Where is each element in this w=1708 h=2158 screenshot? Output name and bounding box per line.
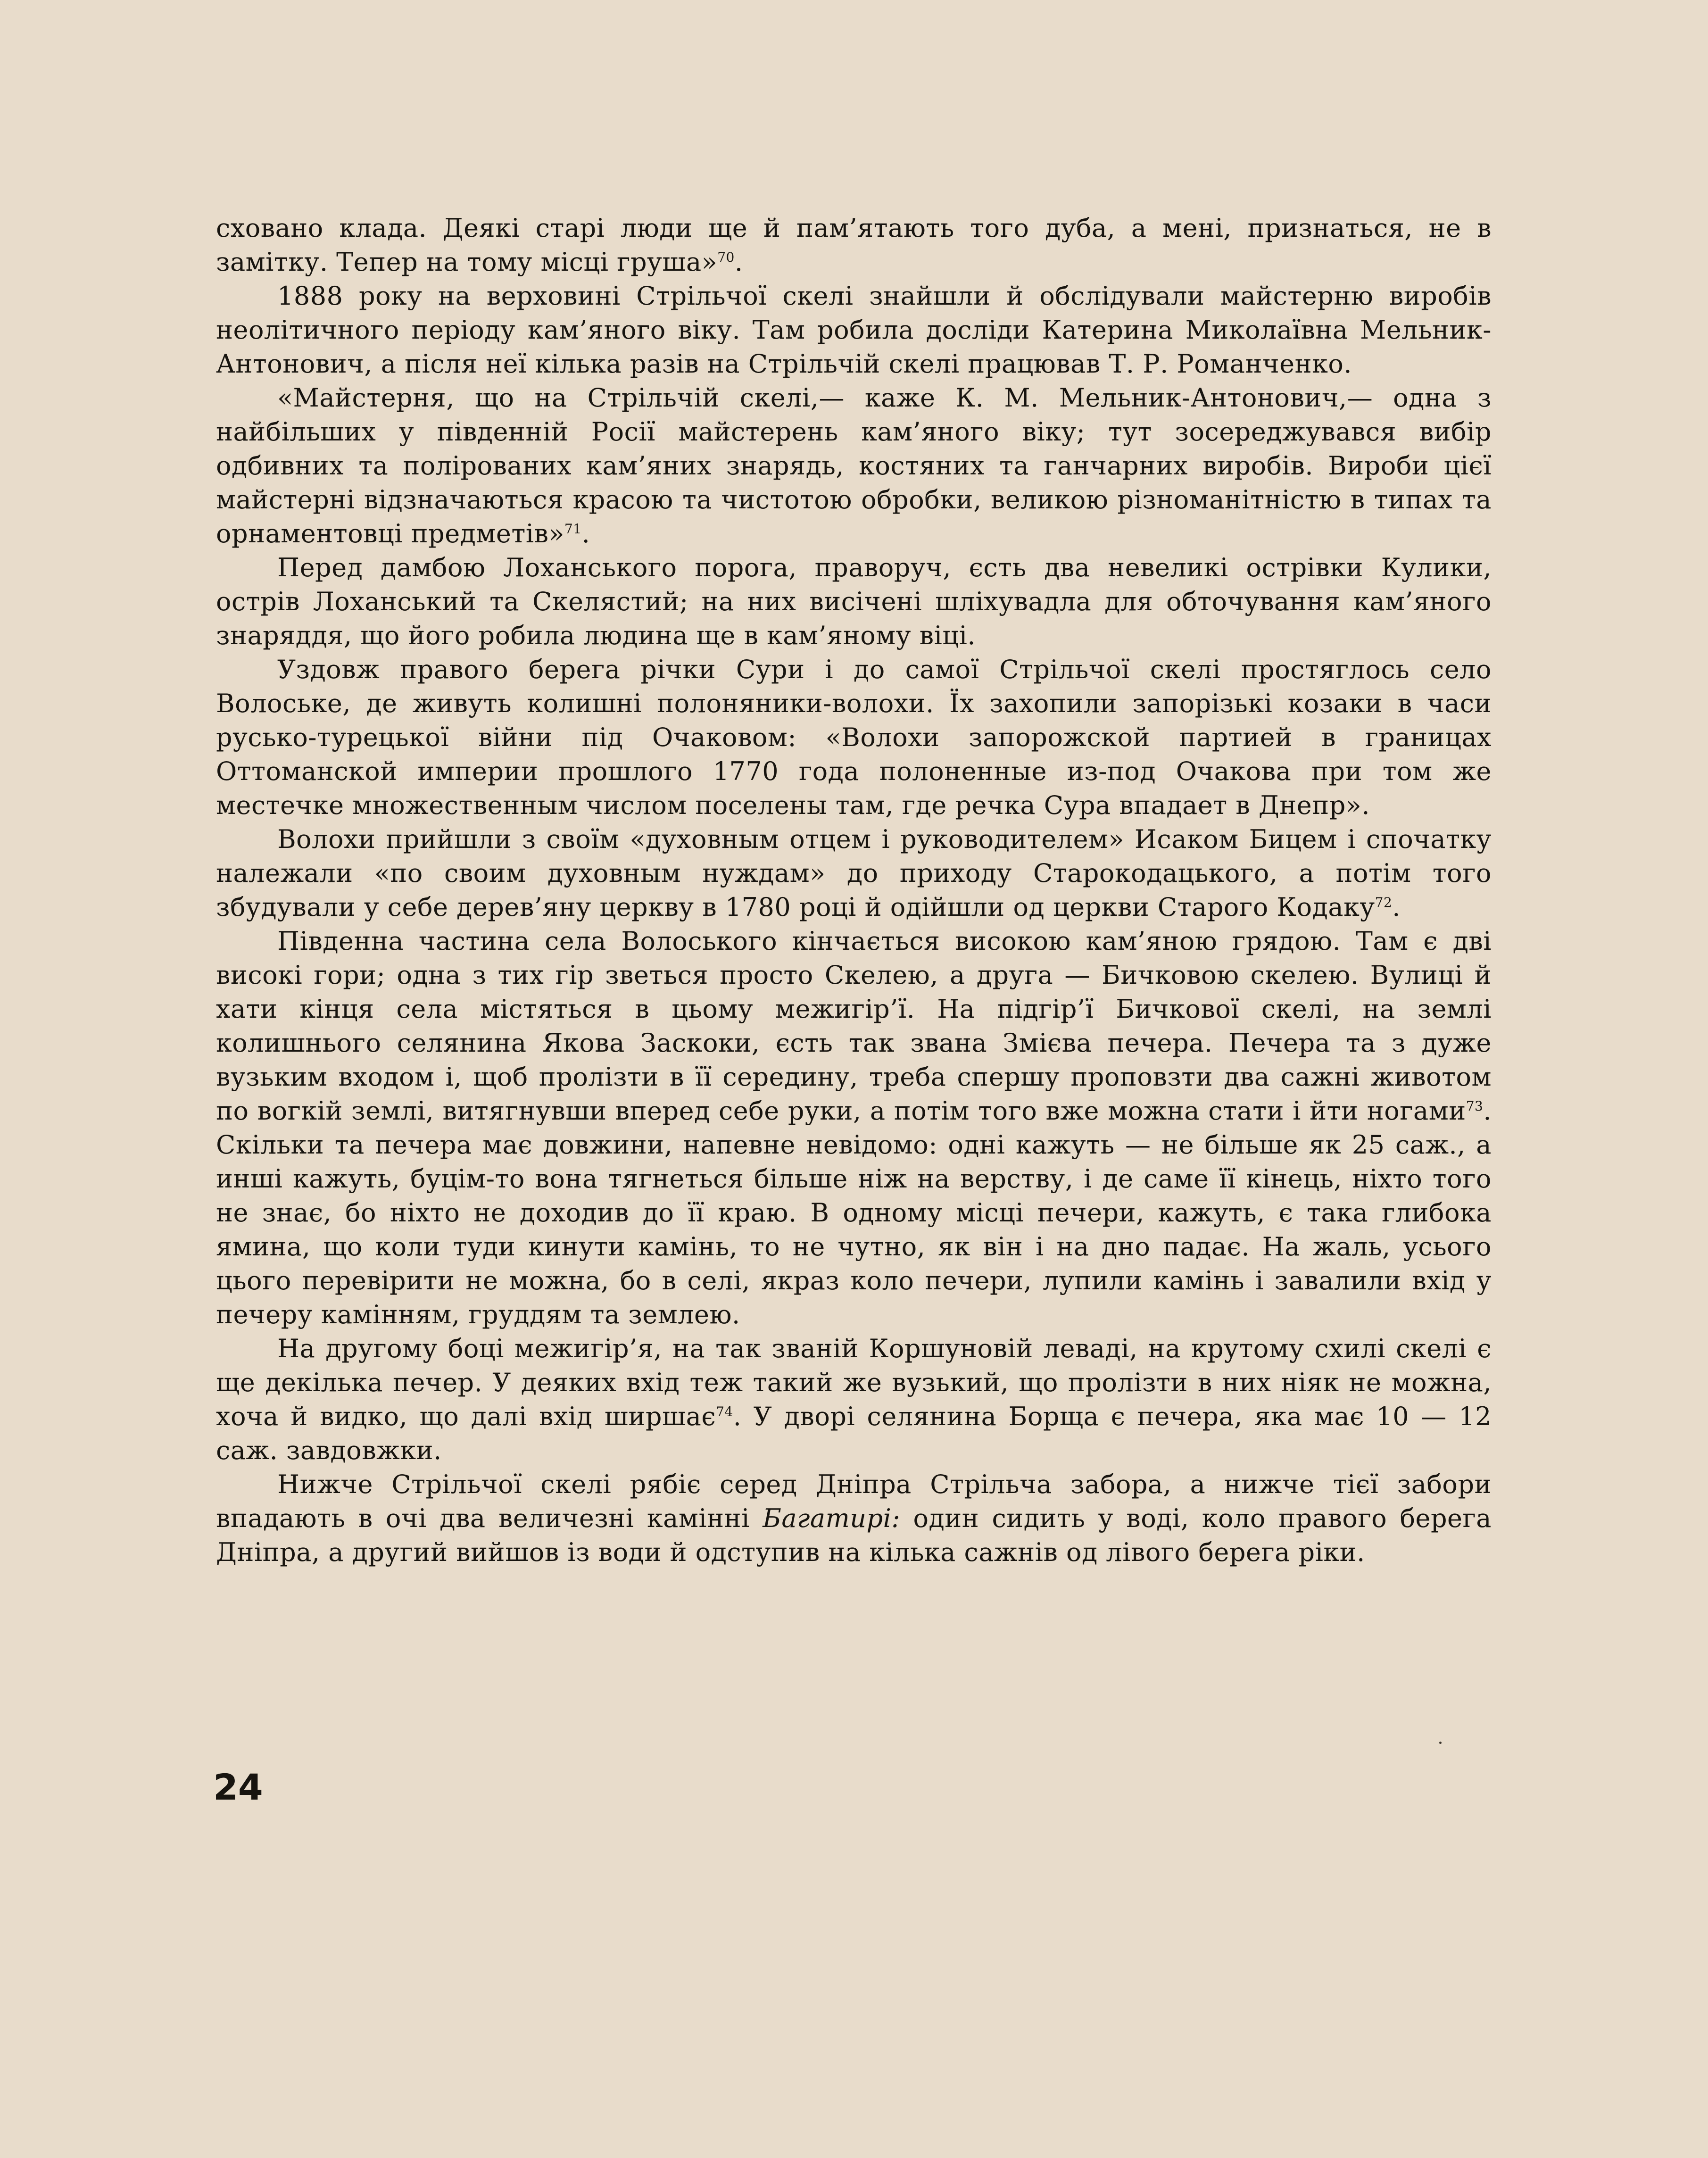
paragraph-6-text: Волохи прийшли з своїм «духовным отцем і руководителем» Исаком Бицем і спочатку належали «по своим духовным нуждам» до приходу Старокодацького, а потім того збудували у себе дерев’яну церкву в 1780 році й одійшли од церкви Старого Кодаку: [216, 824, 1492, 922]
paragraph-1: [216, 211, 1492, 279]
print-speck: [1439, 1742, 1442, 1744]
paragraph-8-text: На другому боці межигір’я, на так званій Коршуновій леваді, на крутому схилі скелі є ще декілька печер. У деяких вхід теж такий же вузький, що пролізти в них ніяк не можна, хоча й видко, що далі вхід ширшає: [216, 1334, 1492, 1431]
paragraph-7: [216, 924, 1492, 1332]
paragraph-9-emphasis: Багатирі:: [763, 1503, 901, 1533]
paragraph-1-tail: .: [734, 247, 743, 277]
paragraph-9-text: Нижче Стрільчої скелі рябіє серед Дніпра Стрільча забора, а нижче тієї забори впадають в очі два величезні камінні: [216, 1469, 1492, 1533]
paragraph-3-tail: .: [581, 519, 590, 548]
paragraph-4-text: Перед дамбою Лоханського порога, праворуч, єсть два невеликі острівки Кулики, острів Лоханський та Скелястий; на них висічені шліхувадла для обточування кам’яного знаряддя, що його робила людина ще в кам’яному віці.: [216, 553, 1492, 650]
paragraph-2: [216, 279, 1492, 381]
footnote-ref-72: 72: [1375, 895, 1393, 910]
footnote-ref-70: 70: [717, 249, 735, 265]
page-number: 24: [213, 1766, 263, 1808]
paragraph-5-text: Уздовж правого берега річки Сури і до самої Стрільчої скелі простяглось село Волоське, де живуть колишні полоняники-волохи. Їх захопили запорізькі козаки в часи русько-турецької війни під Очаковом: «Волохи запорожской партией в границах Оттоманской империи прошлого 1770 года полоненные из-под Очакова при том же местечке множественным числом поселены там, где речка Сура впадает в Днепр».: [216, 655, 1492, 820]
paragraph-6: [216, 822, 1492, 924]
paragraph-8-tail: . У дворі селянина Борща є печера, яка має 10 — 12 саж. завдовжки.: [216, 1402, 1492, 1465]
footnote-ref-74: 74: [716, 1404, 733, 1419]
paragraph-2-text: 1888 року на верховині Стрільчої скелі знайшли й обслідували майстерню виробів неолітичного періоду кам’яного віку. Там робила досліди Катерина Миколаївна Мельник-Антонович, а після неї кілька разів на Стрільчій скелі працював Т. Р. Романченко.: [216, 281, 1492, 379]
paragraph-9-tail: один сидить у воді, коло правого берега Дніпра, а другий вийшов із води й одступив на кілька сажнів од лівого берега ріки.: [216, 1503, 1492, 1567]
paragraph-7-tail: . Скільки та печера має довжини, напевне невідомо: одні кажуть — не більше як 25 саж., а инші кажуть, буцім-то вона тягнеться більше ніж на верству, і де саме її кінець, ніхто того не знає, бо ніхто не доходив до її краю. В одному місці печери, кажуть, є така глибока ямина, що коли туди кинути камінь, то не чутно, як він і на дно падає. На жаль, усього цього перевірити не можна, бо в селі, якраз коло печери, лупили камінь і завалили вхід у печеру камінням, груддям та землею.: [216, 1096, 1492, 1329]
paragraph-8: [216, 1332, 1492, 1468]
footnote-ref-73: 73: [1466, 1098, 1484, 1114]
paragraph-3: [216, 381, 1492, 551]
paragraph-3-text: «Майстерня, що на Стрільчій скелі,— каже К. М. Мельник-Антонович,— одна з найбільших у південній Росії майстерень кам’яного віку; тут зосереджувався вибір одбивних та полірованих кам’яних знарядь, костяних та ганчарних виробів. Вироби цієї майстерні відзначаються красою та чистотою обробки, великою різноманітністю в типах та орнаментовці предметів»: [216, 383, 1492, 548]
paragraph-4: [216, 551, 1492, 653]
paragraph-6-tail: .: [1392, 892, 1401, 922]
paragraph-1-text: сховано клада. Деякі старі люди ще й пам’ятають того дуба, а мені, признаться, не в замітку. Тепер на тому місці груша»: [216, 213, 1492, 277]
paragraph-9: [216, 1468, 1492, 1569]
paragraph-5: [216, 653, 1492, 822]
page-body: [216, 211, 1492, 1569]
footnote-ref-71: 71: [564, 521, 582, 537]
paragraph-7-text: Південна частина села Волоського кінчається високою кам’яною грядою. Там є дві високі гори; одна з тих гір зветься просто Скелею, а друга — Бичковою скелею. Вулиці й хати кінця села містяться в цьому межигір’ї. На підгір’ї Бичкової скелі, на землі колишнього селянина Якова Заскоки, єсть так звана Змієва печера. Печера та з дуже вузьким входом і, щоб пролізти в її середину, треба спершу проповзти два сажні животом по вогкій землі, витягнувши вперед себе руки, а потім того вже можна стати і йти ногами: [216, 926, 1492, 1126]
